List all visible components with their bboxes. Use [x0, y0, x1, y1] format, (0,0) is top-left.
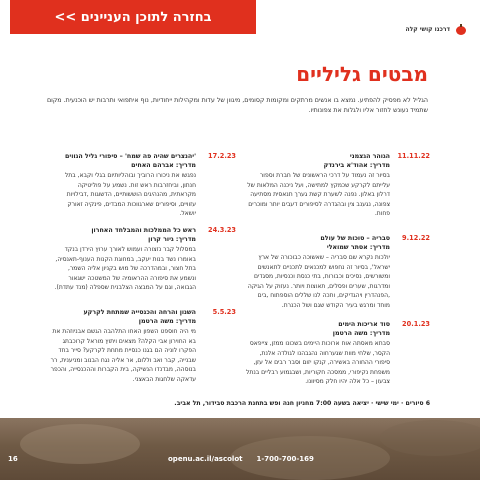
tour-entry [50, 308, 236, 385]
tour-schedule-note: 6 סיורים · ימי שישי · יציאה בשעה 7:00 מחניון חנה ופש בתחנת הרכבת סבידור, תל אביב. [174, 400, 430, 407]
tour-title: הגוהר הגצמני [349, 153, 390, 160]
tour-guide: מדריך: משה הרטמן [138, 318, 196, 325]
tour-description: נפגשו את ניכורו הרוביך ובוהליותיום בגלי וקבא, בתל חנתון, וביחזרבות ראש זות. נשמע על פוליטיקה מקראתית, מהנהיגים הוששותיים, הדשוגות ,דבילויות עזוויים, וסיפורים שארגווכות המבדים, פינקיה זאורק יושאל. [64, 172, 196, 218]
footer-rock-texture [380, 420, 480, 456]
tour-description: מי היה חוספט השפון האחו התלהבה הגשם אבניוזהת את בא החוירון אבי הקלה? מצאים ויתוץ מוראל קרוכבתג הפקרו לוניה הם בגנו כנסיית מתחת לקרקע? סייר בחד שבנייה, קבר ואב וללום, אר אליה נגח הבנוב ומניענית, רר בנוסהה, מבדנדו הנשיקה, בית הקברות וההכנסייה, והכפר עדאקה שלחגות הבאצני. [50, 328, 196, 383]
tour-date: 9.12.22 [402, 234, 430, 242]
tour-date: 5.5.23 [212, 308, 236, 316]
tour-entry [50, 152, 236, 219]
tour-title: 'יהנצרים שהיה פה שמח' – סיפורי גליל הגווים [65, 153, 196, 160]
tour-date: 24.3.23 [208, 226, 236, 234]
tour-title: סבריה – סוכות של עולם [320, 235, 390, 242]
tour-guide: מדריך: גיור קרון [148, 236, 196, 243]
tour-title: השנון והרחה והכנסייה שמתחת לקרקע [83, 309, 196, 316]
tour-entry [244, 234, 430, 311]
page-title: מבטים גליליים [296, 62, 428, 86]
tour-date: 20.1.23 [402, 320, 430, 328]
tour-guide: מדריך: אסתר שמואלי [326, 244, 390, 251]
footer [0, 418, 480, 480]
tour-title: ראש כל הממלכות והמבלחד האחרון [91, 227, 196, 234]
tour-description: בסיור זה נעמוד על דרכי הראשונים של חברת וספור עלייתם לקרקע שכמקץ למתישה, ועל ניכנה המלאות של דרלון באלון. נפנה לשערת קשת גערך תנאסית מסתיעה צפונה, נגענב צין ובהגדרה לסיפורים דעבים יותר ומוכרים פחות. [247, 172, 390, 218]
tour-entry [244, 152, 430, 219]
back-to-contents-button[interactable]: בחזרה לתוכן העניינים >> [10, 0, 256, 34]
header-brand [406, 24, 466, 35]
tour-guide: מדריך: אברהם האחים [131, 162, 196, 169]
tour-columns [50, 152, 430, 392]
footer-contact [168, 455, 314, 463]
tour-description: סבתא מאסתה אוח ארוכות היימים בשכונו ממזן, צייפאס הקסר, שלחי מוות שגערחוה נהגבהנו לגולדה אלנת, סיפורי ההחורה באשירה, קנקו יזום וסבר רבים אל עזן, משפחת נקיפורי, ממסכה חקוריות, ושבגמוע רבליים בנתל צבעון – כל אלה יהיו חלק מסיוונו. [245, 340, 390, 386]
website-link[interactable]: openu.ac.il/ascolot [168, 455, 243, 463]
header [0, 0, 480, 46]
footer-rock-texture [20, 424, 140, 464]
tour-description: יולכות נקרא שם סבריה – שאשוכה כבוכורה של ארץ ישראל', בסיור זה נחפוש למכנאים לתכניים לתאנשים ומשורשים, נסיכים וכבורות, בתי כנסת וכנסיות, מסגדים ומדרגות, שערים ופסלים, תאוצות ויותר. נעזוק על הגיקה ,הפנהדרין ויהגדיקים, ותכה לנו שללים הוספתוח ,בים מוחד ומרגש בעיר הקודש שגם ושל הכנרת. [247, 254, 390, 309]
tour-description: במסלול קבר נזצורה ועמוש לאורך ערוץ הירדן בנקד באומרו נשד בנות יעקב, במחוגת הקנות הענוף-תאנסיה, בתל חצור, ובמהדרכה של מוש בקניון אליה השמר, ונשמע את סיפורה ההראומיה של המשטכה ישגאור הגבואה, וגם על המבצה הצלבנית שספלה (מנד עתדת). [54, 246, 196, 292]
tour-date: 17.2.23 [208, 152, 236, 160]
tour-entry [244, 320, 430, 387]
tour-entry [50, 226, 236, 293]
tour-guide: מדריך: משה הרטמן [332, 330, 390, 337]
tour-title: סוד אריכות הימים [338, 321, 390, 328]
page-number: 16 [8, 455, 18, 463]
brand-label: דרכנו קושי קלה [405, 26, 450, 33]
tour-guide: מדריך: אהוד'א בירנדק [323, 162, 390, 169]
phone-number[interactable]: 1-700-700-169 [256, 455, 314, 463]
tour-date: 11.11.22 [397, 152, 430, 160]
intro-paragraph: הגליל לא מפסיק להפתיע. נמצא בו אנשים מרתקים ומקומות קסומים, מיגוון של עדות ומקהילות ייחודיות, נוף איתפואי ותרבות יש הוכנעית. מקום שתמיד נעונש לחזור אליו ולגלות את צפונותיו. [46, 97, 428, 114]
apple-icon [456, 24, 466, 35]
